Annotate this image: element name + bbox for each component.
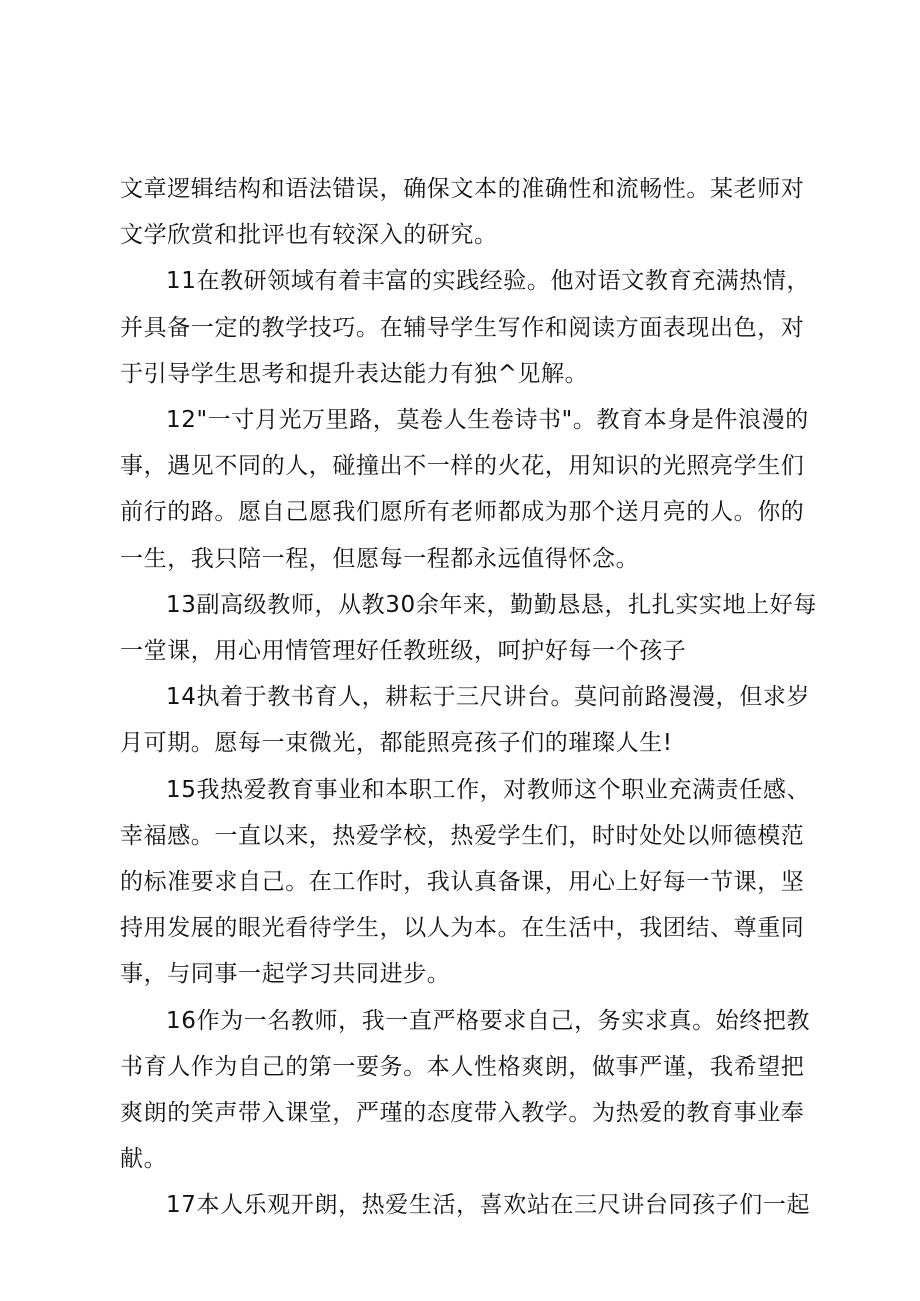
document-body: [120, 166, 822, 1229]
paragraph-17: 17本人乐观开朗，热爱生活，喜欢站在三尺讲台同孩子们一起: [166, 1192, 811, 1219]
paragraph-13: 13副高级教师，从教30余年来，勤勤恳恳，扎扎实实地上好每一堂课，用心用情管理好任教班级，呵护好每一个孩子: [120, 591, 817, 665]
paragraph-11: 11在教研领域有着丰富的实践经验。他对语文教育充满热情，并具备一定的教学技巧。在辅导学生写作和阅读方面表现出色，对于引导学生思考和提升表达能力有独^见解。: [120, 268, 811, 387]
paragraph-16: 16作为一名教师，我一直严格要求自己，务实求真。始终把教书育人作为自己的第一要务。本人性格爽朗，做事严谨，我希望把爽朗的笑声带入课堂，严瑾的态度带入教学。为热爱的教育事业奉献。: [120, 1007, 811, 1173]
paragraph-12: 12"一寸月光万里路，莫卷人生卷诗书"。教育本身是件浪漫的事，遇见不同的人，碰撞出不一样的火花，用知识的光照亮学生们前行的路。愿自己愿我们愿所有老师都成为那个送月亮的人。你的一生，我只陪一程，但愿每一程都永远值得怀念。: [120, 407, 809, 572]
paragraph-14: 14执着于教书育人，耕耘于三尺讲台。莫问前路漫漫，但求岁月可期。愿每一束微光，都能照亮孩子们的璀璨人生!: [120, 684, 811, 757]
paragraph-15: 15我热爱教育事业和本职工作，对教师这个职业充满责任感、幸福感。一直以来，热爱学校，热爱学生们，时时处处以师德模范的标准要求自己。在工作时，我认真备课，用心上好每一节课，坚持用发展的眼光看待学生，以人为本。在生活中，我团结、尊重同事，与同事一起学习共同进步。: [120, 776, 811, 988]
paragraph-continuation: 文章逻辑结构和语法错误，确保文本的准确性和流畅性。某老师对文学欣赏和批评也有较深入的研究。: [120, 176, 805, 249]
